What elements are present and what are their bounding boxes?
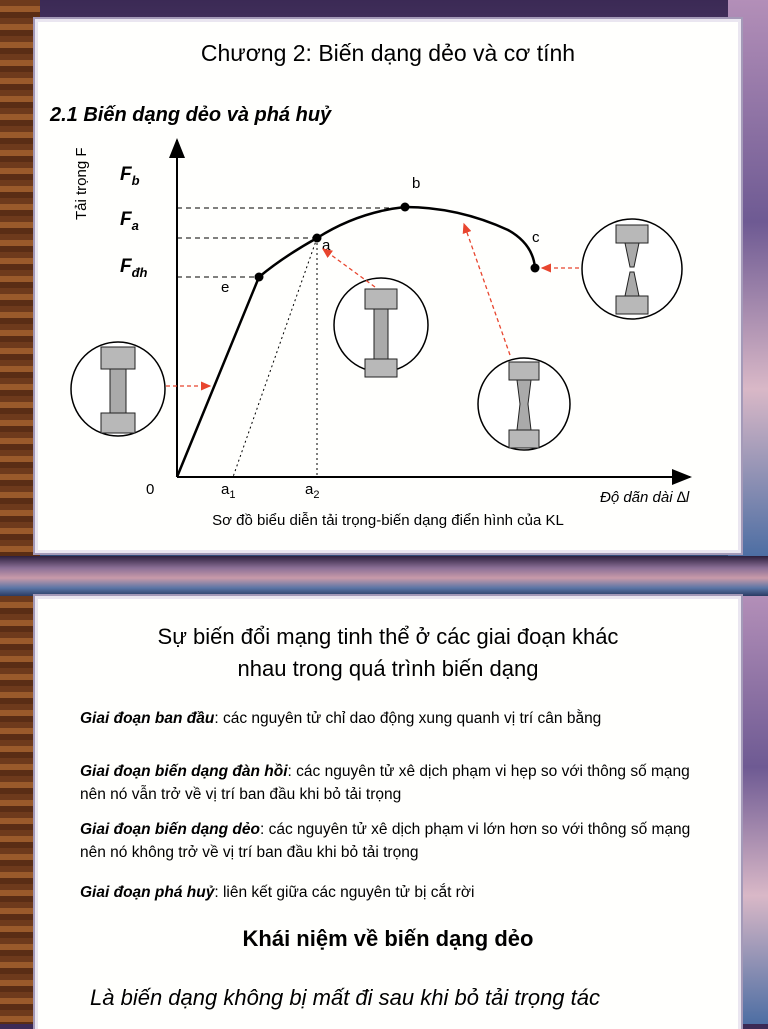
diagram-caption: Sơ đồ biểu diễn tải trọng-biến dạng điển hình của KL — [212, 512, 564, 529]
stage-initial: Giai đoạn ban đầu: các nguyên tử chỉ dao động xung quanh vị trí cân bằng — [80, 710, 602, 727]
slide-1 — [38, 22, 738, 550]
label-fdh: $F_{đh}$ — [120, 256, 148, 280]
origin-label: 0 — [146, 481, 155, 498]
point-c — [531, 264, 540, 273]
label-b: b — [412, 175, 421, 192]
label-c: c — [532, 229, 540, 246]
label-fb: $F_b$ — [120, 164, 140, 188]
point-b — [401, 203, 410, 212]
stage-plastic: Giai đoạn biến dạng dẻo: các nguyên tử xê dịch phạm vi lớn hơn so với thông số mạng nên nó không trở về vị trí ban đầu khi bỏ tải trọng — [80, 821, 691, 861]
label-fa: $F_a$ — [120, 209, 139, 233]
label-a: a — [322, 237, 331, 254]
specimen-elongated — [334, 278, 428, 377]
x-axis-label: Độ dãn dài ∆l — [600, 489, 690, 506]
load-strain-diagram — [38, 22, 738, 550]
label-e: e — [221, 279, 230, 296]
section-heading: 2.1 Biến dạng dẻo và phá huỷ — [50, 104, 332, 126]
point-a — [313, 234, 322, 243]
stage-elastic: Giai đoạn biến dạng đàn hồi: các nguyên tử xê dịch phạm vi hẹp so với thông số mạng nên nó vẫn trở về vị trí ban đầu khi bỏ tải trọng — [80, 763, 690, 803]
specimen-necking — [478, 358, 570, 450]
arrow-necking — [464, 224, 510, 355]
arrow-elongated — [323, 249, 375, 287]
background-wood-left — [0, 0, 40, 556]
specimen-initial — [71, 342, 165, 436]
y-axis-label: Tải trọng F — [73, 147, 90, 220]
background-wood-left-2 — [0, 596, 40, 1024]
slide-2 — [38, 599, 738, 1029]
stage-fracture: Giai đoạn phá huỷ: liên kết giữa các nguyên tử bị cắt rời — [80, 884, 475, 901]
point-e — [255, 273, 264, 282]
definition-text: Là biến dạng không bị mất đi sau khi bỏ tải trọng tác — [90, 985, 601, 1010]
slide-divider — [0, 556, 768, 596]
specimen-fracture — [582, 219, 682, 319]
slide-title: Chương 2: Biến dạng dẻo và cơ tính — [200, 40, 576, 66]
tick-a1: $a_1$ — [221, 481, 236, 501]
slide2-heading: Sự biến đổi mạng tinh thể ở các giai đoạn khác nhau trong quá trình biến dạng — [157, 624, 619, 681]
concept-title: Khái niệm về biến dạng dẻo — [242, 926, 534, 951]
tick-a2: $a_2$ — [305, 481, 320, 501]
